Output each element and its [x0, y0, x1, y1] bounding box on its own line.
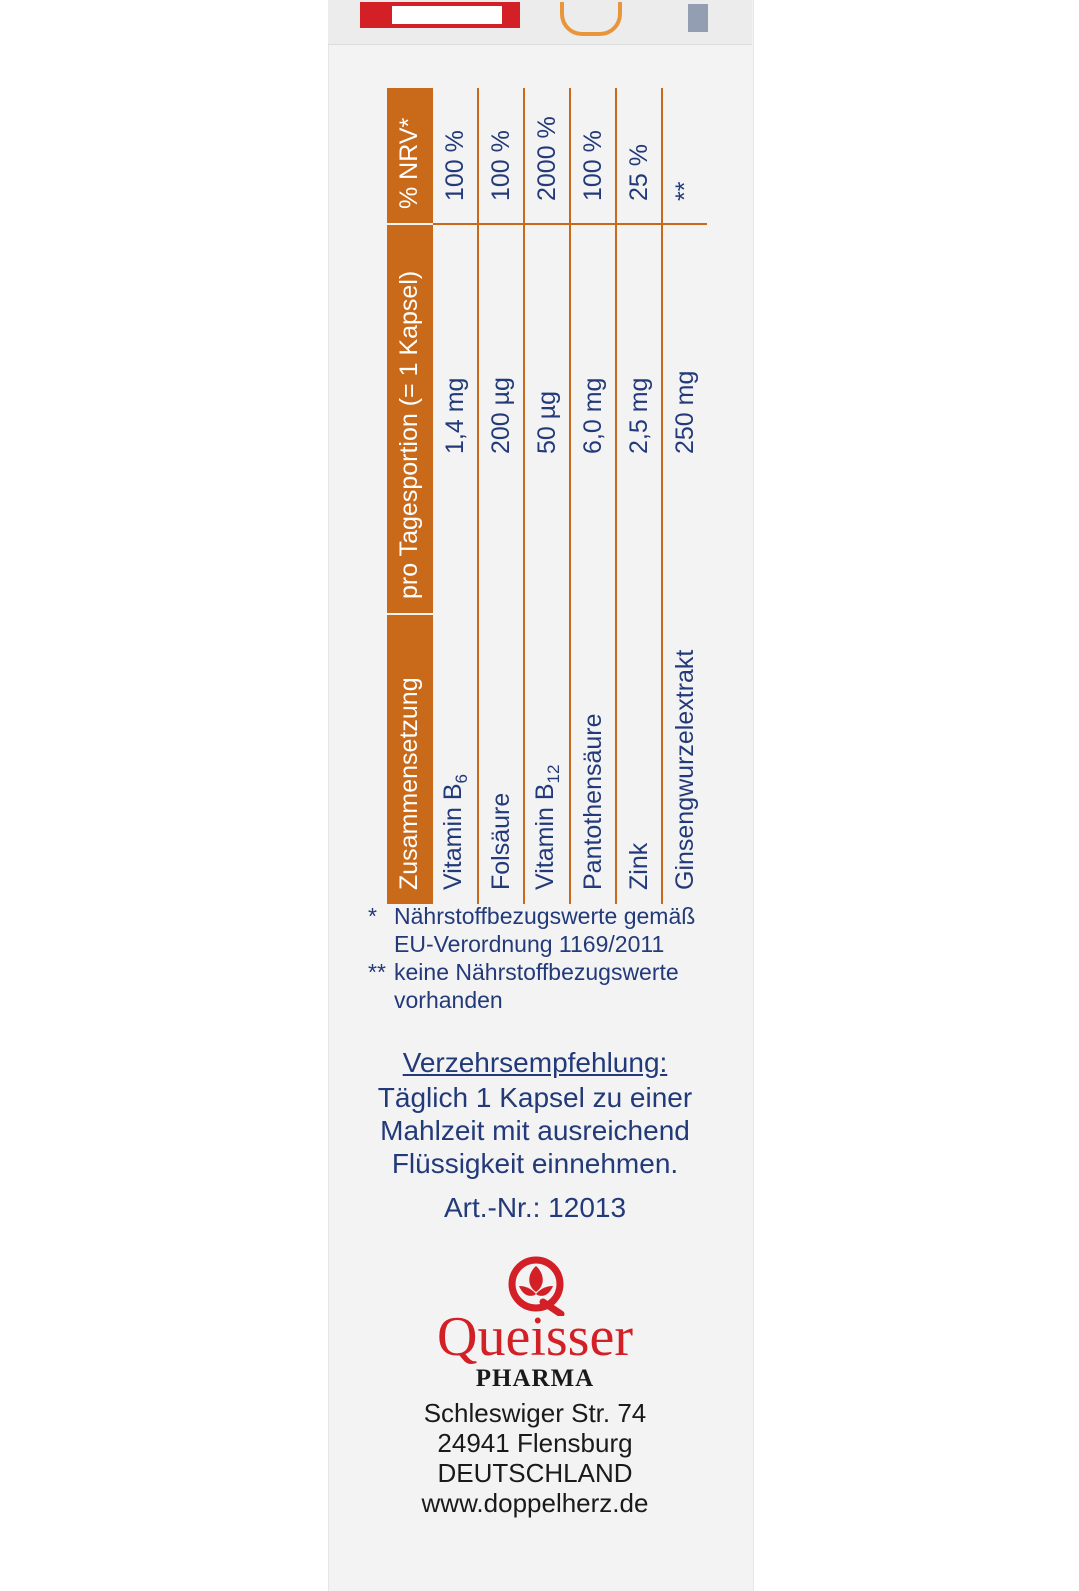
- table-row: [570, 88, 616, 904]
- table-row: [432, 88, 478, 904]
- top-orange-graphic: [560, 2, 622, 36]
- nutrition-table: [387, 88, 707, 904]
- row-name: Vitamin $B_{12}$: [524, 614, 570, 904]
- consumption-recommendation: [340, 1045, 730, 1224]
- brand-logo: [340, 1308, 730, 1392]
- header-composition: Zusammensetzung: [387, 614, 432, 904]
- row-name: Pantothensäure: [570, 614, 616, 904]
- row-name: Folsäure: [478, 614, 524, 904]
- row-nrv: **: [662, 88, 707, 224]
- row-nrv: 25 %: [616, 88, 662, 224]
- table-header-row: [387, 88, 432, 904]
- recommendation-title: Verzehrsempfehlung:: [402, 1047, 668, 1078]
- row-name: Ginsengwurzelextrakt: [662, 614, 707, 904]
- footnote-no-nrv: [368, 958, 738, 1014]
- row-amount: 1,4 mg: [432, 224, 478, 614]
- brand-sub: PHARMA: [475, 1365, 595, 1392]
- table-row: [616, 88, 662, 904]
- address-street: Schleswiger Str. 74: [423, 1398, 647, 1428]
- nutrition-table-rotated: [387, 88, 707, 904]
- footnotes: [368, 902, 738, 1014]
- header-daily-portion: pro Tagesportion (= 1 Kapsel): [387, 224, 432, 614]
- manufacturer-address: [340, 1398, 730, 1518]
- header-nrv: % NRV*: [387, 88, 432, 224]
- row-amount: 250 mg: [662, 224, 707, 614]
- recommendation-text: Täglich 1 Kapsel zu einer Mahlzeit mit ausreichend Flüssigkeit einnehmen.: [377, 1082, 693, 1179]
- row-nrv: 100 %: [478, 88, 524, 224]
- article-number: Art.-Nr.: 12013: [443, 1192, 627, 1223]
- address-city: 24941 Flensburg: [437, 1428, 633, 1458]
- table-row: [662, 88, 707, 904]
- footnote-marker: *: [368, 903, 377, 929]
- row-name: Vitamin $B_6$: [432, 614, 478, 904]
- row-amount: 2,5 mg: [616, 224, 662, 614]
- footnote-marker: **: [368, 959, 386, 985]
- row-amount: 50 µg: [524, 224, 570, 614]
- row-nrv: 2000 %: [524, 88, 570, 224]
- row-nrv: 100 %: [432, 88, 478, 224]
- brand-name: Queisser: [437, 1306, 633, 1368]
- row-nrv: 100 %: [570, 88, 616, 224]
- footnote-nrv: [368, 902, 738, 958]
- row-name: Zink: [616, 614, 662, 904]
- top-brand-stripe: [360, 2, 520, 28]
- table-row: [524, 88, 570, 904]
- footnote-text: keine Nährstoffbezugswerte vorhanden: [394, 959, 679, 1013]
- address-website: www.doppelherz.de: [421, 1488, 649, 1518]
- table-row: [478, 88, 524, 904]
- row-amount: 200 µg: [478, 224, 524, 614]
- footnote-text: Nährstoffbezugswerte gemäß EU-Verordnung 1169/2011: [394, 903, 696, 957]
- row-amount: 6,0 mg: [570, 224, 616, 614]
- top-blue-graphic: [688, 4, 708, 32]
- address-country: DEUTSCHLAND: [437, 1458, 633, 1488]
